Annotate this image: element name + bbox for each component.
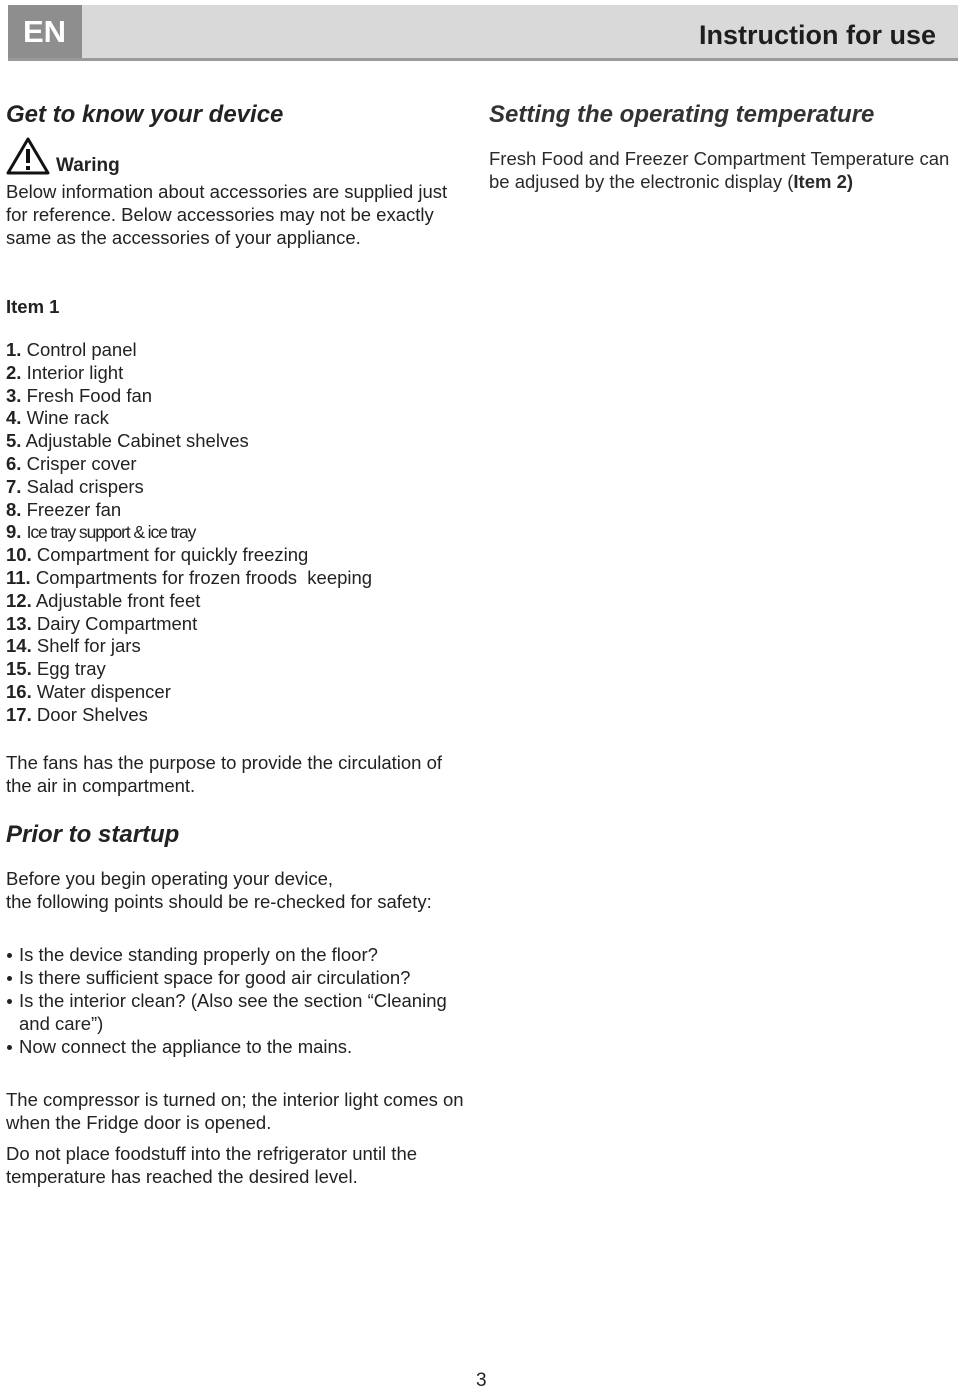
list-item [6,681,372,704]
left-column-intro [6,98,466,249]
list-item [6,385,372,408]
list-item-label: Control panel [26,339,137,360]
list-item [6,567,372,590]
list-item-label: Door Shelves [36,703,148,725]
warning-text: Below information about accessories are supplied just for reference. Below accessories may not be exactly same as the accessories of your appliance. [6,181,448,248]
list-item: Is the interior clean? (Also see the section “Cleaning and care”) [6,989,466,1035]
list-item-label: Ice tray support & ice tray [26,522,196,543]
item-1-heading: Item 1 [6,296,60,317]
list-item-number: 10. [6,544,32,566]
list-item-number: 7. [6,475,22,497]
temperature-description [489,147,954,193]
list-item-label: Shelf for jars [36,635,141,657]
list-item [6,453,372,476]
list-item-number: 3. [6,384,22,406]
list-item-label: Crisper cover [26,452,137,474]
compressor-note: The compressor is turned on; the interior light comes on when the Fridge door is opened. [6,1089,464,1133]
list-item [6,704,372,727]
list-item-label: Interior light [26,361,124,383]
list-item-number: 4. [6,407,22,429]
list-item-number: 1. [6,339,22,360]
list-item [6,544,372,567]
list-item: Now connect the appliance to the mains. [6,1035,466,1058]
list-item-number: 6. [6,452,22,474]
list-item-number: 9. [6,521,22,543]
list-item [6,430,372,453]
list-item [6,658,372,681]
list-item-number: 8. [6,498,22,520]
list-item-label: Dairy Compartment [36,612,198,634]
temperature-description-text: Fresh Food and Freezer Compartment Temperature can be adjused by the electronic display ( [489,148,950,192]
fans-note: The fans has the purpose to provide the circulation of the air in compartment. [6,752,443,796]
section-title-operating-temperature: Setting the operating temperature [489,101,875,128]
list-item [6,613,372,636]
list-item [6,521,372,544]
list-item-label: Compartment for quickly freezing [36,544,309,566]
list-item [6,339,372,362]
list-item [6,590,372,613]
header-title: Instruction for use [698,20,936,50]
list-item-label: Fresh Food fan [26,384,153,406]
list-item-number: 15. [6,658,32,680]
list-item-label: Adjustable Cabinet shelves [25,430,249,452]
list-item [6,407,372,430]
list-item-label: Adjustable front feet [35,589,201,611]
list-item [6,635,372,658]
prior-intro-line-2: the following points should be re-checked for safety: [6,891,432,912]
warning-triangle-icon [6,136,50,181]
list-item [6,476,372,499]
page-number: 3 [476,1370,487,1391]
list-item-number: 14. [6,635,32,657]
list-item-number: 17. [6,703,32,725]
list-item-number: 5. [6,430,22,452]
language-badge: EN [8,5,82,58]
list-item-label: Water dispencer [36,680,171,702]
header-bar [8,5,958,61]
list-item-label: Egg tray [36,658,106,680]
right-column [489,98,954,193]
section-title-get-to-know: Get to know your device [6,101,284,128]
parts-list [6,339,372,727]
list-item-label: Compartments for frozen froods keeping [35,566,373,588]
list-item-label: Salad crispers [26,475,144,497]
list-item [6,499,372,522]
prior-intro-line-1: Before you begin operating your device, [6,868,334,889]
list-item [6,362,372,385]
list-item-number: 16. [6,680,32,702]
list-item-label: Freezer fan [26,498,122,520]
foodstuff-note: Do not place foodstuff into the refrigerator until the temperature has reached the desired level. [6,1143,418,1187]
list-item: Is the device standing properly on the floor? [6,943,466,966]
list-item-number: 12. [6,589,32,611]
list-item-number: 13. [6,612,32,634]
item-2-reference: Item 2) [793,171,854,192]
safety-checklist [6,943,466,1058]
list-item-number: 2. [6,361,22,383]
list-item-number: 11. [6,566,31,588]
prior-intro [6,867,466,913]
list-item: Is there sufficient space for good air circulation? [6,966,466,989]
warning-label: Waring [56,155,120,176]
list-item-label: Wine rack [26,407,109,429]
warning-row [6,136,466,180]
section-title-prior-to-startup: Prior to startup [6,821,180,848]
